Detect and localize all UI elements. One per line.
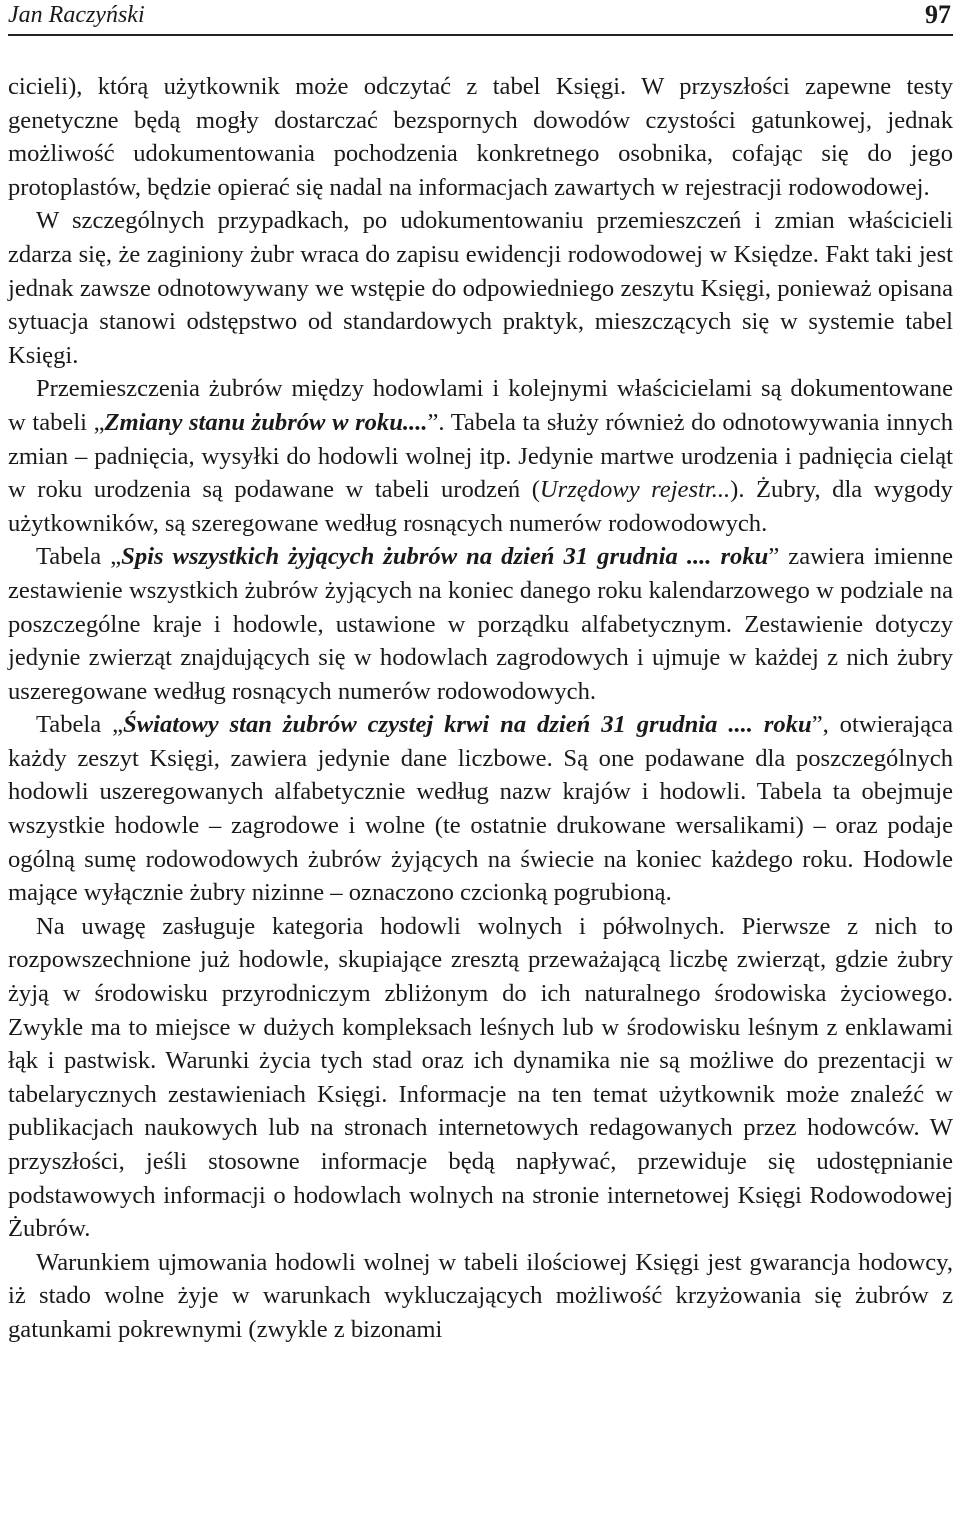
paragraph-text: ”, otwierająca każdy zeszyt Księgi, zawiera jedynie dane liczbowe. Są one podawane dla poszczególnych hodowli uszeregowanych alfabetycznie według nazw krajów i hodowli. Tabela ta obejmuje wszystkie hodowle – zagrodowe i wolne (te ostatnie drukowane wersalikami) – oraz podaje ogólną sumę rodowodowych żubrów żyjących na świecie na koniec każdego roku. Hodowle mające wyłącznie żubry nizinne – oznaczono czcionką pogrubioną. xyxy=(8,711,954,907)
paragraph-text: Tabela „ xyxy=(36,711,124,739)
paragraph-text: ). Żubry, dla wygody użytkowników, są szeregowane według rosnących numerów rodowodowych. xyxy=(8,476,953,537)
paragraph-living-list-table xyxy=(8,540,953,708)
paragraph-text: ” zawiera imienne zestawienie wszystkich żubrów żyjących na koniec danego roku kalendarzowego w podziale na poszczególne kraje i hodowle, ustawione w porządku alfabetycznym. Zestawienie dotyczy jedynie zwierząt znajdujących się w hodowlach zagrodowych i ujmuje w każdej z nich żubry uszeregowane według rosnących numerów rodowodowych. xyxy=(8,543,953,705)
paragraph-text: Przemieszczenia żubrów między hodowlami i kolejnymi właścicielami są dokumentowane w tabeli „ xyxy=(8,375,953,436)
table-title-changes: Zmiany stanu żubrów w roku.... xyxy=(104,408,428,436)
table-title-registry: Urzędowy rejestr... xyxy=(539,476,731,504)
running-header xyxy=(8,0,953,36)
running-header-author: Jan Raczyński xyxy=(8,2,145,28)
paragraph-missing-bison-return: W szczególnych przypadkach, po udokumentowaniu przemieszczeń i zmian właścicieli zdarza się, że zaginiony żubr wraca do zapisu ewidencji rodowodowej w Księdze. Fakt taki jest jednak zawsze odnotowywany we wstępie do odpowiedniego zeszytu Księgi, ponieważ opisana sytuacja stanowi odstępstwo od standardowych praktyk, mieszczących się w systemie tabel Księgi. xyxy=(8,207,953,369)
paragraph-continuation: cicieli), którą użytkownik może odczytać z tabel Księgi. W przyszłości zapewne testy genetyczne będą mogły dostarczać bezspornych dowodów czystości gatunkowej, jednak możliwość udokumentowania pochodzenia konkretnego osobnika, cofając się do jego protoplastów, będzie opierać się nadal na informacjach zawartych w rejestracji rodowodowej. xyxy=(8,73,953,201)
paragraph-text: Tabela „ xyxy=(36,543,122,571)
paragraph-free-breeding: Na uwagę zasługuje kategoria hodowli wolnych i półwolnych. Pierwsze z nich to rozpowszechnione już hodowle, skupiające zresztą przeważającą liczbę zwierząt, gdzie żubry żyją w środowisku przyrodniczym zbliżonym do ich naturalnego środowiska życiowego. Zwykle ma to miejsce w dużych kompleksach leśnych lub w środowisku leśnym z enklawami łąk i pastwisk. Warunki życia tych stad oraz ich dynamika nie są możliwe do prezentacji w tabelarycznych zestawieniach Księgi. Informacje na ten temat użytkownik może znaleźć w publikacjach naukowych lub na stronach internetowych redagowanych przez hodowców. W przyszłości, jeśli stosowne informacje będą napływać, przewiduje się udostępnianie podstawowych informacji o hodowlach wolnych na stronie internetowej Księgi Rodowodowej Żubrów. xyxy=(8,912,953,1243)
paragraph-movements-table xyxy=(8,372,953,540)
paragraph-text: ”. Tabela ta służy również do odnotowywania innych zmian – padnięcia, wysyłki do hodowli wolnej itp. Jedynie martwe urodzenia i padnięcia cieląt w roku urodzenia są podawane w tabeli urodzeń ( xyxy=(8,408,954,504)
paragraph-world-status-table xyxy=(8,708,953,910)
table-title-living-list: Spis wszystkich żyjących żubrów na dzień 31 grudnia .... roku xyxy=(121,543,769,571)
body-text xyxy=(8,70,953,1347)
table-title-world-status: Światowy stan żubrów czystej krwi na dzień 31 grudnia .... roku xyxy=(123,711,812,739)
paragraph-free-breeding-condition: Warunkiem ujmowania hodowli wolnej w tabeli ilościowej Księgi jest gwarancja hodowcy, iż stado wolne żyje w warunkach wykluczających możliwość krzyżowania się żubrów z gatunkami pokrewnymi (zwykle z bizonami xyxy=(8,1248,953,1343)
page-number: 97 xyxy=(925,0,951,29)
